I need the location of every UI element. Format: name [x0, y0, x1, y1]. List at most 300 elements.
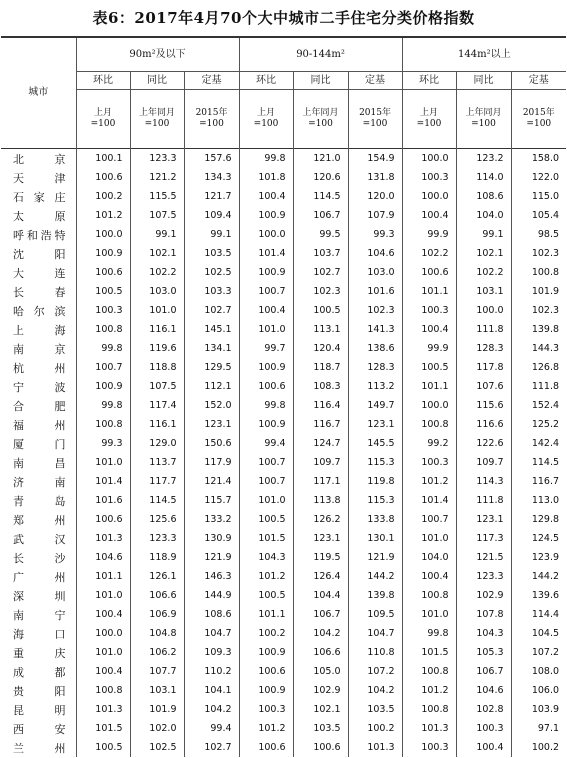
index-value-cell: 152.4: [511, 396, 566, 415]
index-value-cell: 118.7: [293, 358, 348, 377]
index-value-cell: 99.9: [402, 225, 456, 244]
index-value-cell: 101.2: [402, 472, 456, 491]
index-value-cell: 149.7: [348, 396, 402, 415]
subhead-cell: 同比: [130, 72, 184, 90]
index-value-cell: 100.9: [239, 263, 293, 282]
index-value-cell: 118.8: [130, 358, 184, 377]
index-value-cell: 121.9: [184, 548, 239, 567]
subhead-cell: 同比: [293, 72, 348, 90]
index-value-cell: 144.9: [184, 586, 239, 605]
base-cell: 上年同月 =100: [293, 90, 348, 149]
index-value-cell: 98.5: [511, 225, 566, 244]
city-name-cell: 成都: [13, 665, 66, 679]
index-value-cell: 103.5: [348, 700, 402, 719]
base-cell: 2015年 =100: [511, 90, 566, 149]
index-value-cell: 106.7: [293, 605, 348, 624]
index-value-cell: 101.1: [76, 567, 130, 586]
table-row: [1, 624, 566, 643]
index-value-cell: 117.3: [456, 529, 511, 548]
index-value-cell: 100.6: [293, 738, 348, 757]
index-value-cell: 100.6: [239, 662, 293, 681]
index-value-cell: 126.1: [130, 567, 184, 586]
index-value-cell: 101.4: [239, 244, 293, 263]
city-name-cell: 武汉: [13, 532, 66, 546]
index-value-cell: 100.8: [76, 681, 130, 700]
index-value-cell: 114.3: [456, 472, 511, 491]
index-value-cell: 123.3: [456, 567, 511, 586]
index-value-cell: 101.0: [402, 529, 456, 548]
subhead-cell: 定基: [511, 72, 566, 90]
index-value-cell: 125.2: [511, 415, 566, 434]
index-value-cell: 109.5: [348, 605, 402, 624]
table-row: [1, 700, 566, 719]
index-value-cell: 100.3: [239, 700, 293, 719]
index-value-cell: 100.3: [402, 168, 456, 187]
index-value-cell: 105.3: [456, 643, 511, 662]
index-value-cell: 144.3: [511, 339, 566, 358]
index-value-cell: 103.1: [456, 282, 511, 301]
city-name-cell: 贵阳: [13, 684, 66, 698]
index-value-cell: 102.5: [130, 738, 184, 757]
index-value-cell: 100.8: [402, 662, 456, 681]
table-row: [1, 339, 566, 358]
subhead-cell: 环比: [76, 72, 130, 90]
index-value-cell: 101.0: [76, 643, 130, 662]
index-value-cell: 100.7: [239, 282, 293, 301]
city-name-cell: 南京: [13, 342, 66, 356]
index-value-cell: 100.4: [402, 320, 456, 339]
index-value-cell: 104.1: [184, 681, 239, 700]
city-name-cell: 上海: [13, 323, 66, 337]
index-value-cell: 104.6: [348, 244, 402, 263]
index-value-cell: 101.3: [402, 719, 456, 738]
index-value-cell: 100.6: [239, 377, 293, 396]
index-value-cell: 99.7: [239, 339, 293, 358]
city-name-cell: 哈尔滨: [13, 304, 66, 318]
index-value-cell: 129.5: [184, 358, 239, 377]
table-row: [1, 320, 566, 339]
city-name-cell: 长春: [13, 285, 66, 299]
index-value-cell: 126.8: [511, 358, 566, 377]
index-value-cell: 103.0: [348, 263, 402, 282]
index-value-cell: 104.0: [402, 548, 456, 567]
index-value-cell: 108.0: [511, 662, 566, 681]
index-value-cell: 102.1: [456, 244, 511, 263]
index-value-cell: 99.2: [402, 434, 456, 453]
index-value-cell: 101.8: [239, 168, 293, 187]
table-row: [1, 415, 566, 434]
index-value-cell: 102.7: [184, 738, 239, 757]
city-name-cell: 深圳: [13, 589, 66, 603]
index-value-cell: 100.7: [402, 510, 456, 529]
index-value-cell: 133.8: [348, 510, 402, 529]
index-value-cell: 101.6: [76, 491, 130, 510]
table-title: 表6：2017年4月70个大中城市二手住宅分类价格指数: [92, 9, 475, 27]
index-value-cell: 103.1: [130, 681, 184, 700]
index-value-cell: 100.9: [239, 206, 293, 225]
index-value-cell: 100.8: [76, 415, 130, 434]
table-row: [1, 510, 566, 529]
index-value-cell: 101.3: [76, 700, 130, 719]
index-value-cell: 116.6: [456, 415, 511, 434]
city-name-cell: 重庆: [13, 646, 66, 660]
index-value-cell: 116.1: [130, 415, 184, 434]
base-cell: 上月 =100: [402, 90, 456, 149]
index-value-cell: 103.3: [184, 282, 239, 301]
index-value-cell: 139.6: [511, 586, 566, 605]
index-value-cell: 123.2: [456, 149, 511, 169]
index-value-cell: 114.5: [130, 491, 184, 510]
index-value-cell: 122.6: [456, 434, 511, 453]
index-value-cell: 113.1: [293, 320, 348, 339]
city-name-cell: 济南: [13, 475, 66, 489]
table-row: [1, 187, 566, 206]
index-value-cell: 107.9: [348, 206, 402, 225]
index-value-cell: 100.3: [402, 453, 456, 472]
index-value-cell: 104.8: [130, 624, 184, 643]
index-value-cell: 107.8: [456, 605, 511, 624]
index-value-cell: 111.8: [456, 320, 511, 339]
index-value-cell: 114.5: [293, 187, 348, 206]
index-value-cell: 102.3: [348, 301, 402, 320]
base-cell: 上月 =100: [76, 90, 130, 149]
table-row: [1, 244, 566, 263]
city-name-cell: 海口: [13, 627, 66, 641]
index-value-cell: 100.9: [76, 244, 130, 263]
index-value-cell: 117.1: [293, 472, 348, 491]
index-value-cell: 111.8: [511, 377, 566, 396]
index-value-cell: 101.1: [239, 605, 293, 624]
index-value-cell: 103.0: [130, 282, 184, 301]
index-value-cell: 115.5: [130, 187, 184, 206]
table-row: [1, 168, 566, 187]
index-value-cell: 116.7: [293, 415, 348, 434]
index-value-cell: 144.2: [348, 567, 402, 586]
index-value-cell: 100.0: [402, 187, 456, 206]
index-value-cell: 109.3: [184, 643, 239, 662]
table-row: [1, 662, 566, 681]
index-value-cell: 102.3: [293, 282, 348, 301]
index-value-cell: 100.5: [76, 282, 130, 301]
city-name-cell: 兰州: [13, 741, 66, 755]
subhead-cell: 同比: [456, 72, 511, 90]
index-value-cell: 101.0: [402, 605, 456, 624]
base-cell: 上年同月 =100: [130, 90, 184, 149]
index-value-cell: 100.7: [239, 453, 293, 472]
index-value-cell: 123.3: [130, 149, 184, 169]
index-value-cell: 122.0: [511, 168, 566, 187]
index-value-cell: 100.0: [402, 396, 456, 415]
index-value-cell: 107.7: [130, 662, 184, 681]
index-value-cell: 100.2: [239, 624, 293, 643]
index-value-cell: 106.6: [293, 643, 348, 662]
index-value-cell: 114.0: [456, 168, 511, 187]
city-name-cell: 杭州: [13, 361, 66, 375]
table-row: [1, 491, 566, 510]
index-value-cell: 123.1: [456, 510, 511, 529]
index-value-cell: 114.5: [511, 453, 566, 472]
city-name-cell: 南昌: [13, 456, 66, 470]
index-value-cell: 99.9: [402, 339, 456, 358]
city-column-header: 城市: [28, 87, 49, 98]
table-row: [1, 377, 566, 396]
index-value-cell: 106.0: [511, 681, 566, 700]
index-value-cell: 126.2: [293, 510, 348, 529]
index-value-cell: 101.0: [76, 453, 130, 472]
group-header-large: 144m²以上: [402, 37, 566, 72]
index-value-cell: 121.7: [184, 187, 239, 206]
city-name-cell: 石家庄: [13, 190, 66, 204]
index-value-cell: 106.7: [293, 206, 348, 225]
index-value-cell: 124.5: [511, 529, 566, 548]
index-value-cell: 102.1: [130, 244, 184, 263]
index-value-cell: 117.9: [184, 453, 239, 472]
city-name-cell: 青岛: [13, 494, 66, 508]
index-value-cell: 141.3: [348, 320, 402, 339]
index-value-cell: 145.5: [348, 434, 402, 453]
index-value-cell: 116.1: [130, 320, 184, 339]
index-value-cell: 108.6: [456, 187, 511, 206]
index-value-cell: 100.9: [76, 377, 130, 396]
index-value-cell: 113.8: [293, 491, 348, 510]
index-value-cell: 102.3: [511, 244, 566, 263]
index-value-cell: 100.2: [76, 187, 130, 206]
index-value-cell: 104.2: [184, 700, 239, 719]
index-value-cell: 121.4: [184, 472, 239, 491]
index-value-cell: 100.3: [456, 719, 511, 738]
table-row: [1, 605, 566, 624]
index-value-cell: 100.6: [76, 510, 130, 529]
city-name-cell: 郑州: [13, 513, 66, 527]
city-name-cell: 福州: [13, 418, 66, 432]
index-value-cell: 100.4: [239, 301, 293, 320]
index-value-cell: 101.2: [76, 206, 130, 225]
index-value-cell: 144.2: [511, 567, 566, 586]
index-value-cell: 121.9: [348, 548, 402, 567]
index-value-cell: 120.4: [293, 339, 348, 358]
index-value-cell: 99.8: [239, 149, 293, 169]
index-value-cell: 121.5: [456, 548, 511, 567]
index-value-cell: 99.8: [239, 396, 293, 415]
table-row: [1, 472, 566, 491]
index-value-cell: 102.5: [184, 263, 239, 282]
index-value-cell: 100.6: [76, 168, 130, 187]
subhead-cell: 环比: [239, 72, 293, 90]
index-value-cell: 104.4: [293, 586, 348, 605]
index-value-cell: 100.6: [239, 738, 293, 757]
index-value-cell: 115.3: [348, 491, 402, 510]
index-value-cell: 104.6: [456, 681, 511, 700]
base-row: [1, 90, 566, 149]
index-value-cell: 128.3: [348, 358, 402, 377]
index-value-cell: 121.0: [293, 149, 348, 169]
table-row: [1, 225, 566, 244]
index-value-cell: 106.6: [130, 586, 184, 605]
index-value-cell: 100.4: [76, 662, 130, 681]
table-row: [1, 643, 566, 662]
index-value-cell: 105.4: [511, 206, 566, 225]
index-value-cell: 100.1: [76, 149, 130, 169]
index-value-cell: 101.0: [239, 491, 293, 510]
index-value-cell: 123.3: [130, 529, 184, 548]
index-value-cell: 104.3: [239, 548, 293, 567]
index-value-cell: 108.3: [293, 377, 348, 396]
city-name-cell: 广州: [13, 570, 66, 584]
index-value-cell: 99.3: [348, 225, 402, 244]
index-value-cell: 103.5: [184, 244, 239, 263]
index-value-cell: 100.9: [239, 415, 293, 434]
index-value-cell: 117.8: [456, 358, 511, 377]
index-value-cell: 152.0: [184, 396, 239, 415]
price-index-table: [1, 36, 566, 757]
index-value-cell: 118.9: [130, 548, 184, 567]
index-value-cell: 115.7: [184, 491, 239, 510]
city-name-cell: 合肥: [13, 399, 66, 413]
index-value-cell: 107.6: [456, 377, 511, 396]
index-value-cell: 101.0: [130, 301, 184, 320]
base-cell: 上月 =100: [239, 90, 293, 149]
index-value-cell: 113.0: [511, 491, 566, 510]
index-value-cell: 110.2: [184, 662, 239, 681]
index-value-cell: 101.5: [402, 643, 456, 662]
base-cell: 2015年 =100: [348, 90, 402, 149]
index-value-cell: 101.0: [239, 320, 293, 339]
index-value-cell: 101.2: [402, 681, 456, 700]
table-row: [1, 719, 566, 738]
index-value-cell: 117.7: [130, 472, 184, 491]
city-name-cell: 大连: [13, 266, 66, 280]
index-value-cell: 99.8: [76, 339, 130, 358]
index-value-cell: 128.3: [456, 339, 511, 358]
index-value-cell: 101.2: [239, 567, 293, 586]
index-value-cell: 104.0: [456, 206, 511, 225]
index-value-cell: 139.8: [511, 320, 566, 339]
table-row: [1, 396, 566, 415]
index-value-cell: 100.4: [402, 206, 456, 225]
index-value-cell: 104.7: [348, 624, 402, 643]
index-value-cell: 102.9: [456, 586, 511, 605]
group-header-small: 90m²及以下: [76, 37, 239, 72]
index-value-cell: 139.8: [348, 586, 402, 605]
table-row: [1, 453, 566, 472]
index-value-cell: 101.2: [239, 719, 293, 738]
index-value-cell: 102.7: [293, 263, 348, 282]
index-value-cell: 102.9: [293, 681, 348, 700]
index-value-cell: 121.2: [130, 168, 184, 187]
index-value-cell: 97.1: [511, 719, 566, 738]
index-value-cell: 107.2: [511, 643, 566, 662]
index-value-cell: 100.6: [402, 263, 456, 282]
index-value-cell: 123.9: [511, 548, 566, 567]
index-value-cell: 123.1: [293, 529, 348, 548]
index-value-cell: 100.9: [239, 358, 293, 377]
city-name-cell: 呼和浩特: [13, 228, 66, 242]
index-value-cell: 125.6: [130, 510, 184, 529]
index-value-cell: 99.5: [293, 225, 348, 244]
index-value-cell: 104.3: [456, 624, 511, 643]
subhead-cell: 定基: [184, 72, 239, 90]
index-value-cell: 100.5: [293, 301, 348, 320]
index-value-cell: 100.0: [76, 225, 130, 244]
index-value-cell: 100.4: [456, 738, 511, 757]
index-value-cell: 104.5: [511, 624, 566, 643]
table-header: [1, 37, 566, 149]
city-name-cell: 昆明: [13, 703, 66, 717]
index-value-cell: 123.1: [184, 415, 239, 434]
index-value-cell: 100.0: [239, 225, 293, 244]
city-name-cell: 南宁: [13, 608, 66, 622]
index-value-cell: 100.4: [76, 605, 130, 624]
index-value-cell: 145.1: [184, 320, 239, 339]
index-value-cell: 129.0: [130, 434, 184, 453]
index-value-cell: 106.7: [456, 662, 511, 681]
index-value-cell: 150.6: [184, 434, 239, 453]
index-value-cell: 113.7: [130, 453, 184, 472]
index-value-cell: 104.2: [293, 624, 348, 643]
index-value-cell: 103.5: [293, 719, 348, 738]
index-value-cell: 108.6: [184, 605, 239, 624]
index-value-cell: 100.8: [402, 415, 456, 434]
index-value-cell: 110.8: [348, 643, 402, 662]
index-value-cell: 99.1: [184, 225, 239, 244]
index-value-cell: 101.4: [402, 491, 456, 510]
index-value-cell: 102.2: [402, 244, 456, 263]
index-value-cell: 99.4: [184, 719, 239, 738]
index-value-cell: 123.1: [348, 415, 402, 434]
index-value-cell: 117.4: [130, 396, 184, 415]
index-value-cell: 107.5: [130, 206, 184, 225]
index-value-cell: 107.2: [348, 662, 402, 681]
index-value-cell: 100.9: [239, 681, 293, 700]
index-value-cell: 100.3: [76, 301, 130, 320]
index-value-cell: 100.2: [511, 738, 566, 757]
index-value-cell: 109.4: [184, 206, 239, 225]
index-value-cell: 115.3: [348, 453, 402, 472]
index-value-cell: 116.4: [293, 396, 348, 415]
index-value-cell: 101.3: [76, 529, 130, 548]
index-value-cell: 100.9: [239, 643, 293, 662]
index-value-cell: 99.1: [456, 225, 511, 244]
table-row: [1, 282, 566, 301]
index-value-cell: 101.0: [76, 586, 130, 605]
subhead-cell: 定基: [348, 72, 402, 90]
index-value-cell: 103.7: [293, 244, 348, 263]
index-value-cell: 102.2: [456, 263, 511, 282]
index-value-cell: 100.5: [76, 738, 130, 757]
index-value-cell: 100.5: [239, 510, 293, 529]
index-value-cell: 102.1: [293, 700, 348, 719]
index-value-cell: 101.5: [76, 719, 130, 738]
table-row: [1, 263, 566, 282]
index-value-cell: 158.0: [511, 149, 566, 169]
index-value-cell: 107.5: [130, 377, 184, 396]
table-row: [1, 301, 566, 320]
index-value-cell: 116.7: [511, 472, 566, 491]
index-value-cell: 134.3: [184, 168, 239, 187]
table-row: [1, 206, 566, 225]
index-value-cell: 138.6: [348, 339, 402, 358]
index-value-cell: 130.1: [348, 529, 402, 548]
index-value-cell: 100.3: [402, 738, 456, 757]
index-value-cell: 109.7: [293, 453, 348, 472]
index-value-cell: 99.1: [130, 225, 184, 244]
index-value-cell: 104.2: [348, 681, 402, 700]
subhead-row: [1, 72, 566, 90]
index-value-cell: 100.0: [456, 301, 511, 320]
index-value-cell: 104.7: [184, 624, 239, 643]
index-value-cell: 100.7: [76, 358, 130, 377]
index-value-cell: 100.3: [402, 301, 456, 320]
